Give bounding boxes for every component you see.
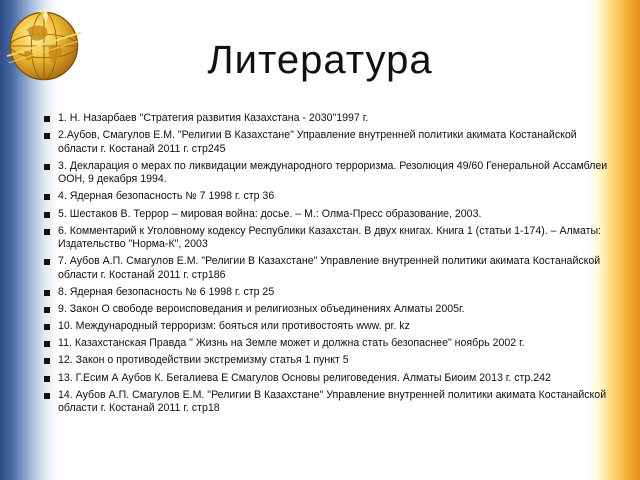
reference-item: 13. Г.Есим А Аубов К. Бегалиева Е Смагулов Основы религоведения. Алматы Биоим 2013 г. стр.242 — [44, 372, 610, 386]
reference-item: 3. Декларация о мерах по ликвидации международного терроризма. Резолюция 49/60 Генеральной Ассамблеи ООН, 9 декабря 1994. — [44, 160, 610, 187]
reference-item: 8. Ядерная безопасность № 6 1998 г. стр 25 — [44, 286, 610, 300]
reference-item: 5. Шестаков В. Террор – мировая война: досье. – М.: Олма-Пресс образование, 2003. — [44, 208, 610, 222]
reference-item: 1. Н. Назарбаев "Стратегия развития Казахстана - 2030"1997 г. — [44, 112, 610, 126]
reference-item: 11. Казахстанская Правда " Жизнь на Земле может и должна стать безопаснее" ноябрь 2002 г. — [44, 337, 610, 351]
reference-item: 4. Ядерная безопасность № 7 1998 г. стр 36 — [44, 190, 610, 204]
reference-item: 10. Международный терроризм: бояться или противостоять www. pr. kz — [44, 320, 610, 334]
slide-title: Литература — [207, 38, 433, 82]
reference-list — [44, 112, 610, 419]
reference-item: 9. Закон О свободе вероисповедания и религиозных объединениях Алматы 2005г. — [44, 303, 610, 317]
reference-item: 7. Аубов А.П. Смагулов Е.М. "Религии В Казахстане" Управление внутренней политики акимата Костанайской области г. Костанай 2011 г. стр186 — [44, 255, 610, 282]
reference-item: 6. Комментарий к Уголовному кодексу Республики Казахстан. В двух книгах. Книга 1 (статьи 1-174). – Алматы: Издательство "Норма-К", 2003 — [44, 225, 610, 252]
reference-item: 14. Аубов А.П. Смагулов Е.М. "Религии В Казахстане" Управление внутренней политики акимата Костанайской области г. Костанай 2011 г. стр18 — [44, 389, 610, 416]
reference-item: 2.Аубов, Смагулов Е.М. "Религии В Казахстане" Управление внутренней политики акимата Костанайской области г. Костанай 2011 г. стр245 — [44, 129, 610, 156]
reference-item: 12. Закон о противодействии экстремизму статья 1 пункт 5 — [44, 354, 610, 368]
